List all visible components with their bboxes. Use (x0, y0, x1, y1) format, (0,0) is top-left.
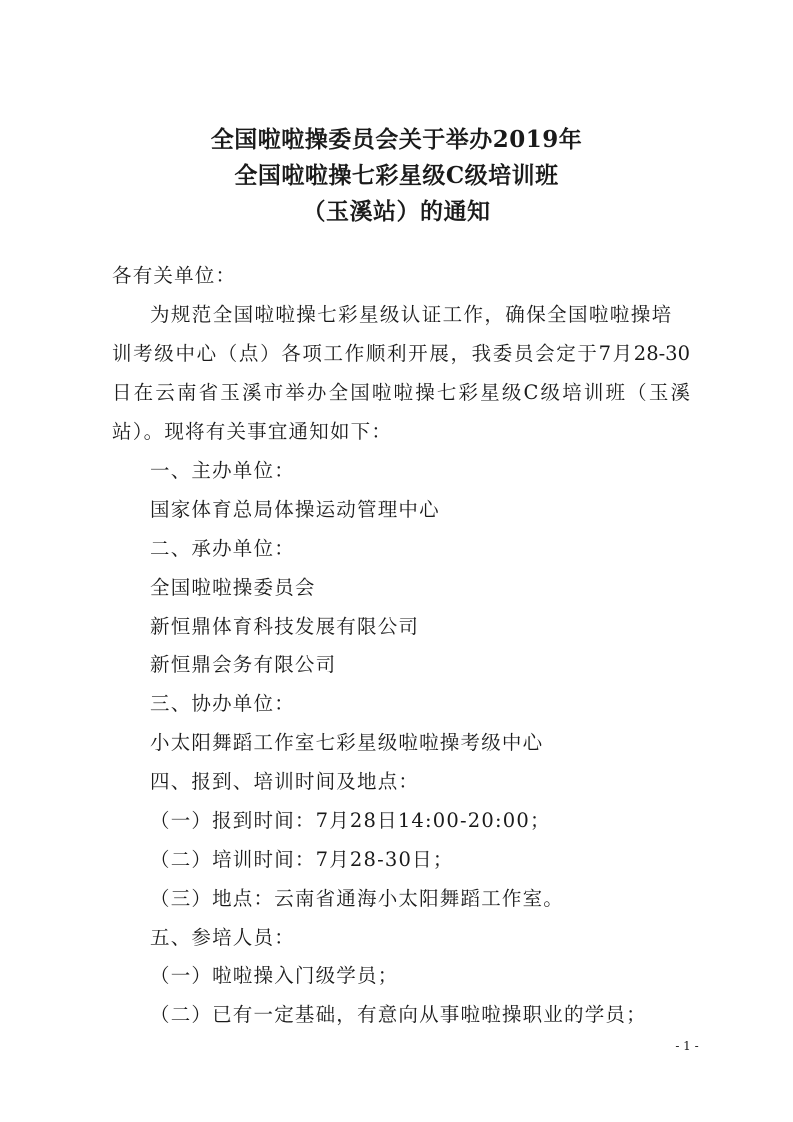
participants-item: （二）已有一定基础，有意向从事啦啦操职业的学员； (150, 1003, 647, 1026)
intro-line-2: 训考级中心（点）各项工作顺利开展，我委员会定于7月28-30 (112, 342, 690, 365)
participants-item: （一）啦啦操入门级学员； (150, 964, 399, 987)
intro-line-4: 站）。现将有关事宜通知如下： (112, 420, 393, 443)
time-place-item: （一）报到时间：7月28日14:00-20:00； (150, 809, 551, 832)
salutation: 各有关单位： (112, 264, 237, 287)
title-line-2: 全国啦啦操七彩星级C级培训班 (234, 162, 559, 189)
intro-line-3: 日在云南省玉溪市举办全国啦啦操七彩星级C级培训班（玉溪 (112, 381, 690, 404)
section-undertaker-heading: 二、承办单位： (150, 537, 295, 560)
co-organizer-name: 小太阳舞蹈工作室七彩星级啦啦操考级中心 (150, 731, 544, 754)
section-participants-heading: 五、参培人员： (150, 926, 295, 949)
time-place-item: （三）地点：云南省通海小太阳舞蹈工作室。 (150, 887, 565, 910)
section-time-place-heading: 四、报到、培训时间及地点： (150, 770, 420, 793)
organizer-name: 国家体育总局体操运动管理中心 (150, 498, 440, 521)
page-number: - 1 - (675, 1039, 699, 1053)
time-place-item: （二）培训时间：7月28-30日； (150, 848, 454, 871)
section-co-organizer-heading: 三、协办单位： (150, 692, 295, 715)
intro-line-1: 为规范全国啦啦操七彩星级认证工作，确保全国啦啦操培 (150, 303, 673, 326)
title-line-1: 全国啦啦操委员会关于举办2019年 (210, 126, 583, 153)
undertaker-item: 新恒鼎会务有限公司 (150, 653, 337, 676)
undertaker-item: 全国啦啦操委员会 (150, 576, 316, 599)
title-line-3: （玉溪站）的通知 (302, 198, 491, 225)
section-organizer-heading: 一、主办单位： (150, 459, 295, 482)
undertaker-item: 新恒鼎体育科技发展有限公司 (150, 615, 420, 638)
